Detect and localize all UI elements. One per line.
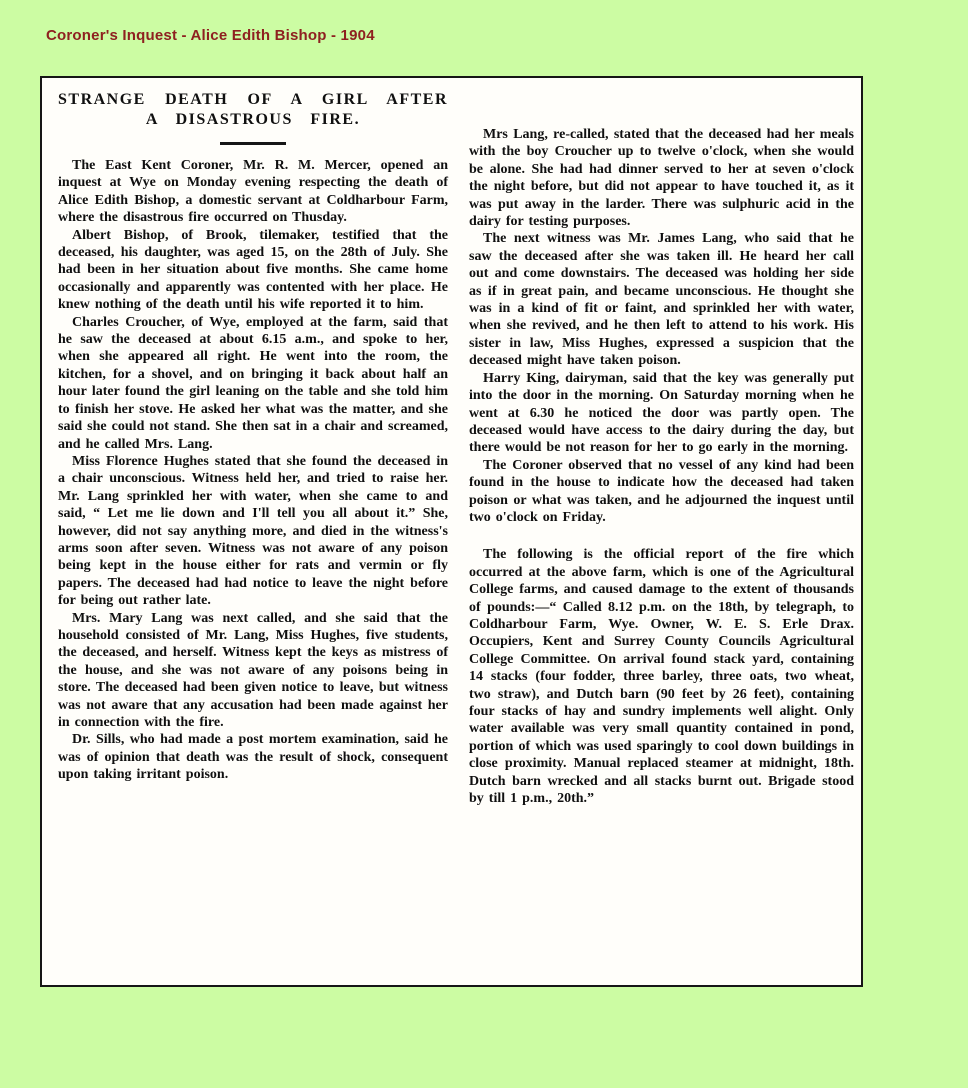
article-paragraph: The Coroner observed that no vessel of any kind had been found in the house to indicate how the deceased had taken poison or what was taken, and he adjourned the inquest until two o'clock on Friday. (469, 457, 854, 525)
article-paragraph: Charles Croucher, of Wye, employed at the farm, said that he saw the deceased at about 6.15 a.m., and spoke to her, when she appeared all right. He went into the room, the kitchen, for a shovel, and on bringing it back about half an hour later found the girl leaning on the table and she told him to finish her stove. He asked her what was the matter, and she said she could not stand. She then sat in a chair and screamed, and he called Mrs. Lang. (58, 314, 448, 452)
headline-line-2: A DISASTROUS FIRE. (145, 111, 361, 128)
article-paragraph: Miss Florence Hughes stated that she found the deceased in a chair unconscious. Witness held her, and tried to raise her. Mr. Lang sprinkled her with water, when she came to and said, “ Let me lie down and I'll tell you all about it.” She, however, did not say anything more, and died in the witness's arms soon after seven. Witness was not aware of any poison being kept in the house either for rats and vermin or fly papers. The deceased had had notice to leave the night before for being out rather late. (58, 453, 448, 609)
newspaper-clipping (40, 76, 863, 987)
page-title: Coroner's Inquest - Alice Edith Bishop - 1904 (46, 27, 375, 44)
article-paragraph: Dr. Sills, who had made a post mortem examination, said he was of opinion that death was the result of shock, consequent upon taking irritant poison. (58, 732, 448, 783)
article-paragraph: Mrs Lang, re-called, stated that the deceased had her meals with the boy Croucher up to twelve o'clock, when she would be alone. She had had dinner served to her at seven o'clock the night before, but did not appear to have touched it, as it was put away in the larder. There was sulphuric acid in the dairy for testing purposes. (469, 127, 854, 230)
article-left-column (58, 88, 448, 975)
article-right-column (469, 88, 854, 975)
article-paragraph: Mrs. Mary Lang was next called, and she said that the household consisted of Mr. Lang, Miss Hughes, five students, the deceased, and herself. Witness kept the keys as mistress of the house, and she was not aware of any poisons being in store. The deceased had been given notice to leave, but witness was not aware that any accusation had been made against her in connection with the fire. (58, 610, 448, 730)
headline-divider (220, 142, 286, 145)
fire-report-paragraph: The following is the official report of the fire which occurred at the above farm, which is one of the Agricultural College farms, and caused damage to the extent of thousands of pounds:—“ Called 8.12 p.m. on the 18th, by telegraph, to Coldharbour Farm, Wye. Owner, W. E. S. Erle Drax. Occupiers, Kent and Surrey County Councils Agricultural College Committee. On arrival found stack yard, containing 14 stacks (four fodder, three barley, three oats, two wheat, two straw), and Dutch barn (90 feet by 26 feet), containing four stacks of hay and sundry implements well alight. Only water available was very small quantity contained in pond, portion of which was used sparingly to cool down buildings in close proximity. Manual replaced steamer at midnight, 18th. Dutch barn wrecked and all stacks burnt out. Brigade stood by till 1 p.m., 20th.” (469, 547, 854, 807)
article-headline (58, 90, 448, 130)
article-paragraph: Albert Bishop, of Brook, tilemaker, testified that the deceased, his daughter, was aged 15, on the 28th of July. She had been in her situation about five months. She came home occasionally and apparently was contented with her place. He knew nothing of the death until his wife reported it to him. (58, 227, 448, 313)
article-paragraph: Harry King, dairyman, said that the key was generally put into the door in the morning. On Saturday morning when he went at 6.30 he noticed the door was partly open. The deceased would have access to the dairy during the day, but there would be not reason for her to go early in the morning. (469, 370, 854, 456)
article-paragraph: The next witness was Mr. James Lang, who said that he saw the deceased after she was taken ill. He heard her call out and come downstairs. The deceased was holding her side as if in great pain, and became unconscious. He thought she was in a kind of fit or faint, and sprinkled her with water, when she revived, and he then left to attend to his work. His sister in law, Miss Hughes, expressed a suspicion that the deceased might have taken poison. (469, 231, 854, 369)
article-paragraph: The East Kent Coroner, Mr. R. M. Mercer, opened an inquest at Wye on Monday evening respecting the death of Alice Edith Bishop, a domestic servant at Coldharbour Farm, where the disastrous fire occurred on Thusday. (58, 158, 448, 226)
headline-line-1: STRANGE DEATH OF A GIRL AFTER (58, 91, 448, 108)
